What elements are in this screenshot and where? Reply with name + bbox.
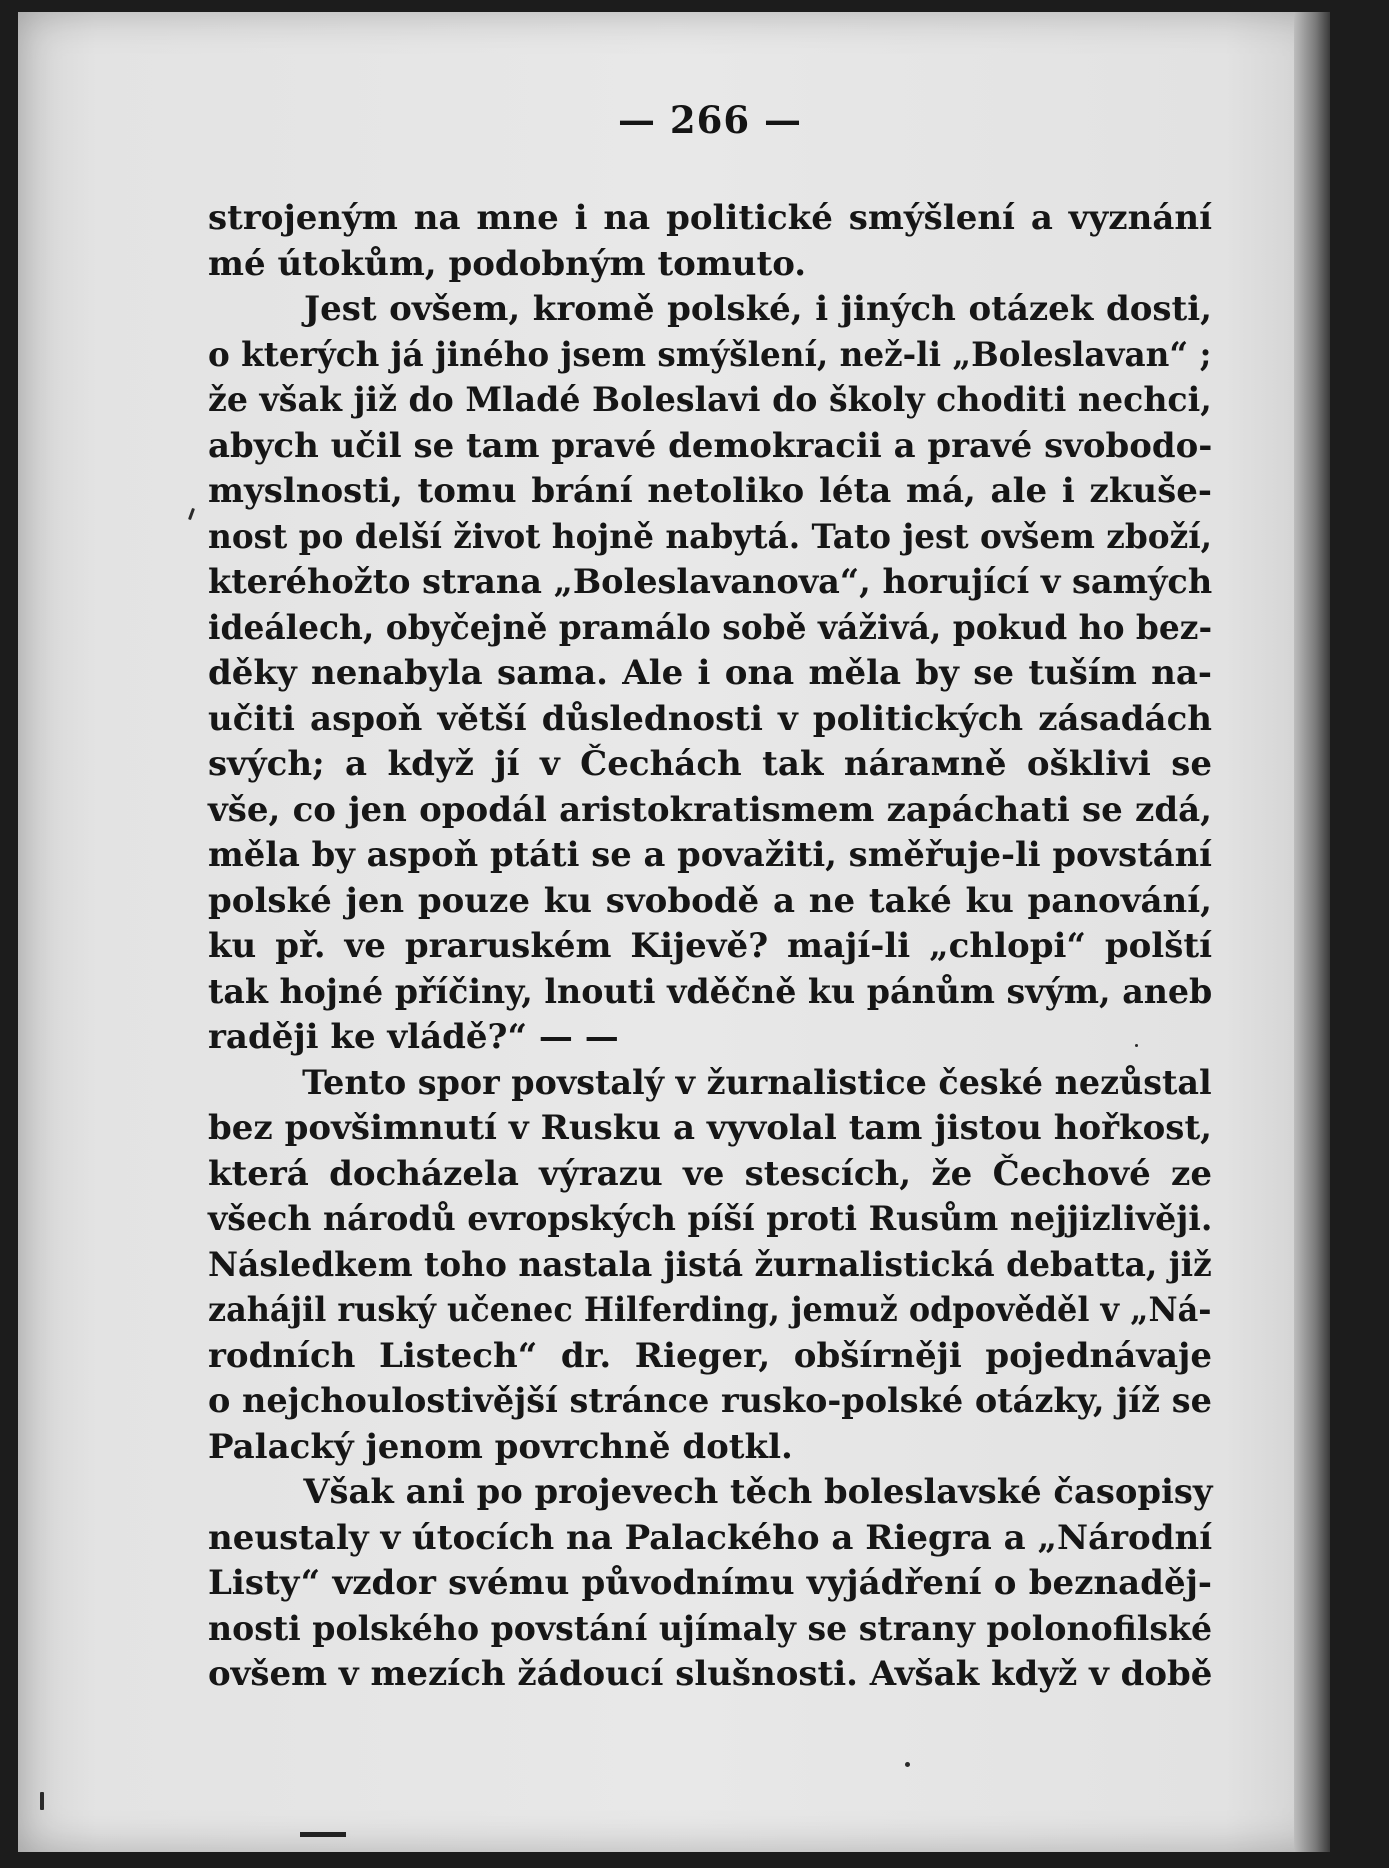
text-line: svých; a když jí v Čechách tak nárамně ošklivi se (208, 744, 1212, 784)
text-line: děky nenabyla sama. Ale i ona měla by se tuším na- (208, 653, 1212, 693)
body-text (208, 196, 1212, 1698)
text-line: myslnosti, tomu brání netoliko léta má, ale i zkuše- (208, 471, 1212, 511)
text-line: měla by aspoň ptáti se a považiti, směřuje-li povstání (208, 835, 1212, 875)
text-line: o nejchoulostivější stránce rusko-polské otázky, jíž se (208, 1381, 1212, 1421)
page-number: — 266 — (618, 98, 802, 142)
text-line: raději ke vládě?“ — — (208, 1017, 619, 1057)
dust-speck (905, 1762, 910, 1767)
text-line: tak hojné příčiny, lnouti vděčně ku pánům svým, aneb (208, 971, 1213, 1012)
text-line: bez povšimnutí v Rusku a vyvolal tam jistou hořkost, (208, 1108, 1212, 1148)
text-line: neustaly v útocích na Palackého a Riegra a „Národní (208, 1517, 1213, 1558)
text-line: která docházela výrazu ve stescích, že Čechové ze (208, 1153, 1212, 1194)
dust-speck (40, 1792, 44, 1810)
text-line: ovšem v mezích žádoucí slušnosti. Avšak když v době (208, 1654, 1213, 1694)
text-line: rodních Listech“ dr. Rieger, obšírněji pojednávaje (208, 1335, 1212, 1376)
text-line: mé útokům, podobným tomuto. (208, 243, 807, 284)
text-line: strojeným na mne i na politické smýšlení a vyznání (208, 198, 1212, 238)
text-line: Palacký jenom povrchně dotkl. (208, 1426, 793, 1467)
text-line: všech národů evropských píší proti Rusům nejjizlivěji. (208, 1199, 1213, 1239)
dust-speck (1135, 1044, 1138, 1047)
text-line: nost po delší život hojně nabytá. Tato jest ovšem zboží, (208, 516, 1213, 557)
text-line: o kterých já jiného jsem smýšlení, než-li „Boleslavan“ ; (208, 334, 1212, 375)
text-line: Listy“ vzdor svému původnímu vyjádření o beznaděj- (208, 1563, 1212, 1603)
text-line: vše, co jen opodál aristokratismem zapáchati se zdá, (208, 789, 1212, 830)
text-line: zahájil ruský učenec Hilferding, jemuž odpověděl v „Ná- (208, 1290, 1212, 1330)
text-line: polské jen pouze ku svobodě a ne také ku panování, (208, 880, 1212, 921)
text-line: ideálech, obyčejně pramálo sobě váživá, pokud ho bez- (208, 607, 1213, 648)
text-line: že však již do Mladé Boleslavi do školy choditi nechci, (208, 380, 1212, 420)
text-line: Však ani po projevech těch boleslavské časopisy (303, 1472, 1213, 1512)
text-line: nosti polského povstání ujímaly se strany polonofilské (208, 1608, 1213, 1649)
text-line: Tento spor povstalý v žurnalistice české nezůstal (302, 1062, 1212, 1103)
text-line: kteréhožto strana „Boleslavanova“, horující v samých (208, 562, 1213, 602)
text-line: ku př. ve praruském Kijevě? mají-li „chlopi“ polští (208, 926, 1212, 966)
text-line: Jest ovšem, kromě polské, i jiných otázek dosti, (304, 289, 1212, 329)
text-line: Následkem toho nastala jistá žurnalistická debatta, již (208, 1244, 1212, 1285)
edge-mark (300, 1832, 346, 1837)
book-spine-shadow (1294, 12, 1330, 1852)
text-line: učiti aspoň větší důslednosti v politických zásadách (208, 698, 1212, 739)
text-line: abych učil se tam pravé demokracii a pravé svobodo- (208, 425, 1213, 466)
